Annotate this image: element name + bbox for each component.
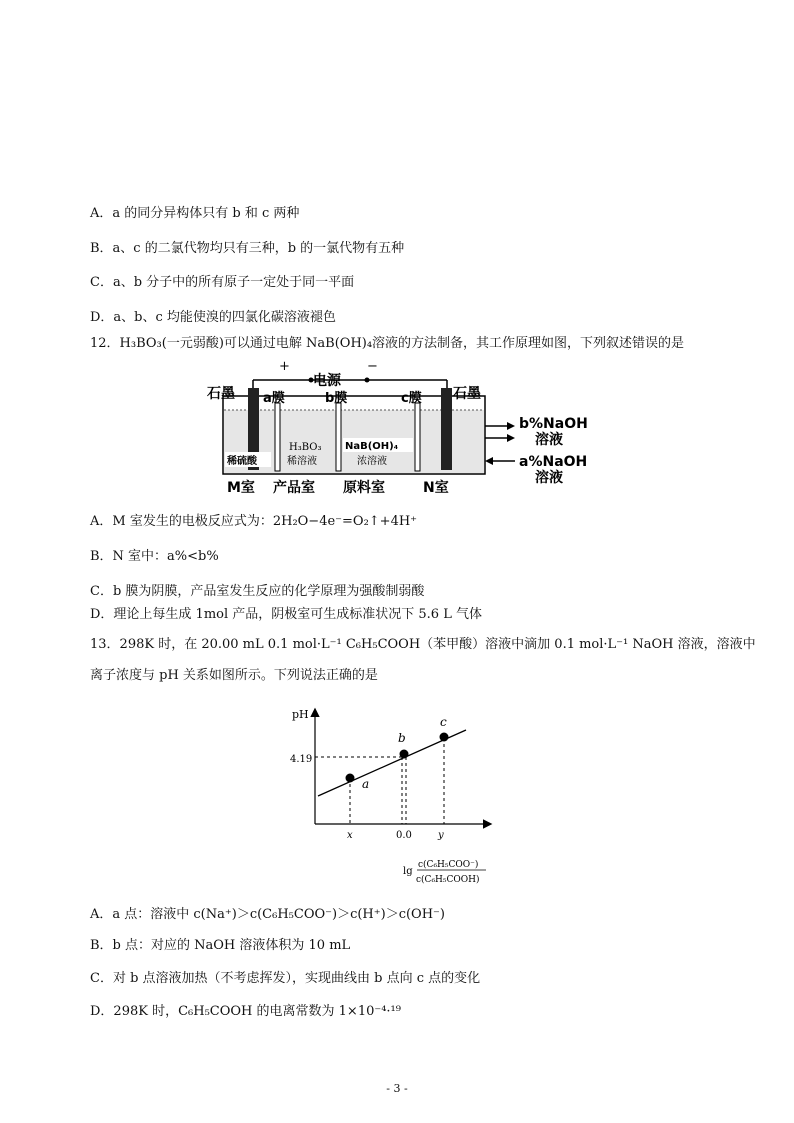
product-solution-label-1: H₃BO₃ bbox=[289, 442, 322, 453]
q11-option-c: C．a、b 分子中的所有原子一定处于同一平面 bbox=[90, 275, 355, 290]
outlet-naoh-label: b%NaOH bbox=[519, 416, 588, 432]
inlet-naoh-label: a%NaOH bbox=[519, 454, 588, 470]
room-product-label: 产品室 bbox=[273, 480, 315, 496]
y-axis-label: pH bbox=[292, 708, 309, 721]
q12-option-b: B．N 室中：a%<b% bbox=[90, 549, 219, 564]
x-tick-y: y bbox=[438, 830, 444, 841]
point-c bbox=[440, 733, 449, 742]
membrane-c-label: c膜 bbox=[401, 391, 422, 406]
q13-stem-line2: 离子浓度与 pH 关系如图所示。下列说法正确的是 bbox=[90, 668, 378, 683]
x-tick-0: 0.0 bbox=[396, 830, 412, 841]
point-b-label: b bbox=[398, 731, 406, 745]
q12-option-a: A．M 室发生的电极反应式为：2H₂O−4e⁻=O₂↑+4H⁺ bbox=[90, 514, 418, 529]
q11-option-d: D．a、b、c 均能使溴的四氯化碳溶液褪色 bbox=[90, 310, 336, 325]
graphite-left-label: 石墨 bbox=[207, 386, 235, 402]
point-a bbox=[346, 774, 355, 783]
minus-sign: − bbox=[367, 359, 378, 374]
membrane-a bbox=[275, 403, 280, 471]
point-c-label: c bbox=[440, 715, 447, 729]
point-b bbox=[400, 750, 409, 759]
x-label-lg: lg bbox=[403, 866, 413, 877]
q12-option-c: C．b 膜为阴膜，产品室发生反应的化学原理为强酸制弱酸 bbox=[90, 584, 425, 599]
page-number: - 3 - bbox=[386, 1082, 408, 1095]
electrolysis-cell-diagram bbox=[207, 358, 595, 498]
membrane-b bbox=[336, 403, 341, 471]
product-solution-label-2: 稀溶液 bbox=[287, 456, 317, 467]
power-source-label: 电源 bbox=[313, 373, 341, 389]
ph-graph bbox=[280, 700, 510, 890]
q12-stem: 12．H₃BO₃(一元弱酸)可以通过电解 NaB(OH)₄溶液的方法制备，其工作原理如图，下列叙述错误的是 bbox=[90, 336, 685, 351]
membrane-b-label: b膜 bbox=[325, 391, 348, 406]
right-graphite-electrode bbox=[441, 388, 452, 470]
x-tick-x: x bbox=[347, 830, 353, 841]
q13-option-c: C．对 b 点溶液加热（不考虑挥发），实现曲线由 b 点向 c 点的变化 bbox=[90, 971, 481, 986]
membrane-a-label: a膜 bbox=[263, 391, 285, 406]
inlet-solution-label: 溶液 bbox=[535, 470, 563, 486]
x-label-numerator: c(C₆H₅COO⁻) bbox=[418, 860, 479, 870]
q12-option-d: D．理论上每生成 1mol 产品，阴极室可生成标准状况下 5.6 L 气体 bbox=[90, 607, 482, 622]
plus-sign: + bbox=[279, 359, 290, 374]
membrane-c bbox=[415, 403, 420, 471]
q13-option-b: B．b 点：对应的 NaOH 溶液体积为 10 mL bbox=[90, 938, 351, 953]
room-m-label: M室 bbox=[227, 480, 255, 496]
point-a-label: a bbox=[362, 777, 370, 791]
q13-stem-line1: 13．298K 时，在 20.00 mL 0.1 mol·L⁻¹ C₆H₅COOH（苯甲酸）溶液中滴加 0.1 mol·L⁻¹ NaOH 溶液，溶液中 bbox=[90, 637, 756, 652]
y-tick-4-19: 4.19 bbox=[290, 754, 313, 765]
dilute-sulfuric-acid-label: 稀硫酸 bbox=[227, 456, 257, 467]
room-n-label: N室 bbox=[423, 480, 449, 496]
room-raw-label: 原料室 bbox=[343, 480, 385, 496]
q13-option-d: D．298K 时，C₆H₅COOH 的电离常数为 1×10⁻⁴·¹⁹ bbox=[90, 1004, 401, 1019]
q11-option-a: A．a 的同分异构体只有 b 和 c 两种 bbox=[90, 206, 300, 221]
raw-solution-label-1: NaB(OH)₄ bbox=[345, 441, 399, 452]
x-label-denominator: c(C₆H₅COOH) bbox=[416, 875, 480, 885]
q11-option-b: B．a、c 的二氯代物均只有三种，b 的一氯代物有五种 bbox=[90, 241, 405, 256]
graphite-right-label: 石墨 bbox=[453, 386, 481, 402]
q13-option-a: A．a 点：溶液中 c(Na⁺)＞c(C₆H₅COO⁻)＞c(H⁺)＞c(OH⁻) bbox=[90, 907, 445, 922]
raw-solution-label-2: 浓溶液 bbox=[357, 456, 387, 467]
outlet-solution-label: 溶液 bbox=[535, 432, 563, 448]
